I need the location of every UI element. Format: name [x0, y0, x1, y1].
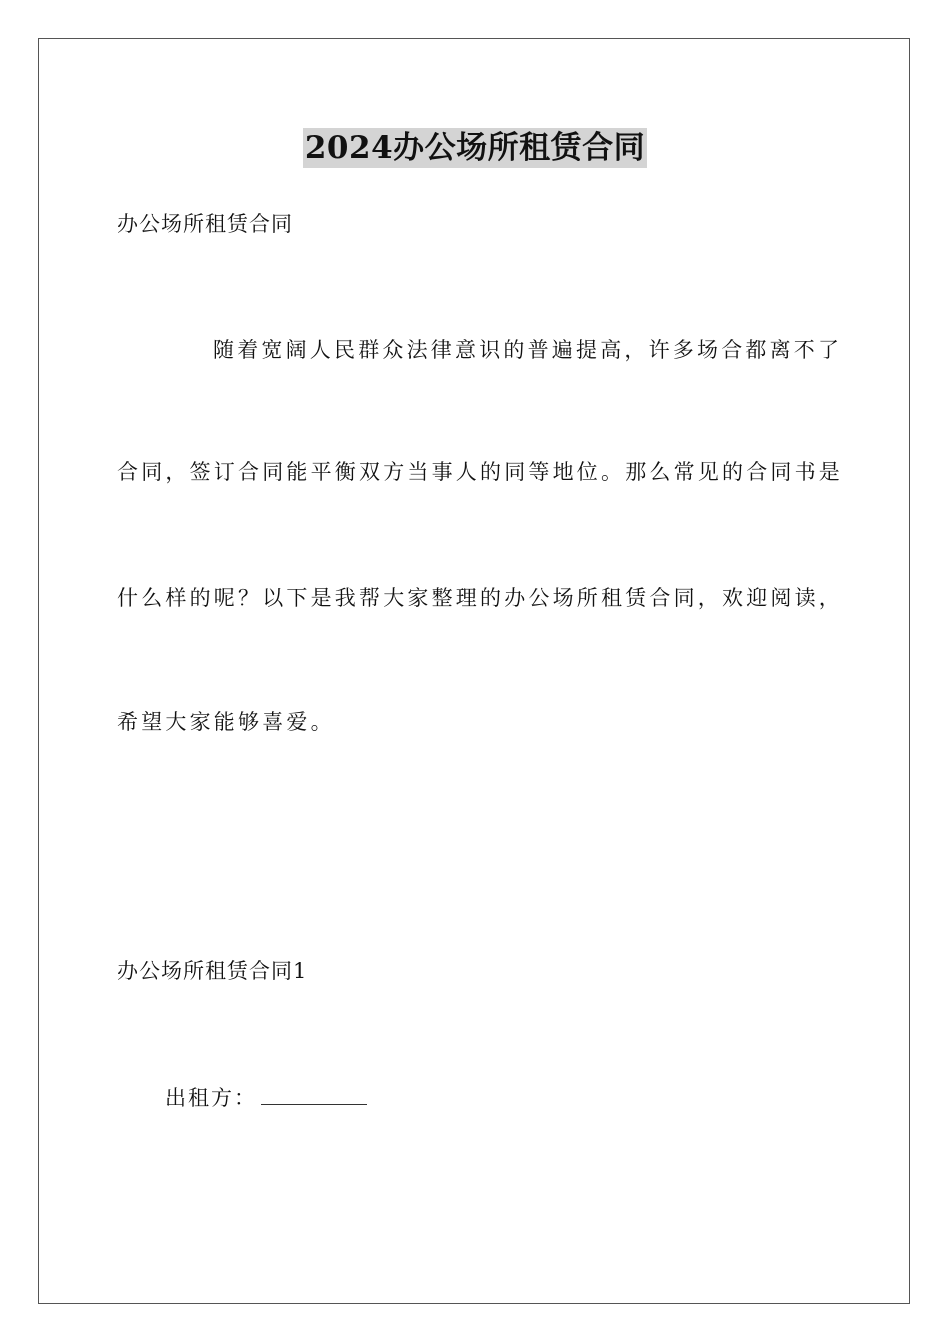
intro-line-1: 随着宽阔人民群众法律意识的普遍提高，许多场合都离不了	[213, 338, 843, 362]
document-title: 2024办公场所租赁合同	[304, 130, 646, 166]
intro-line-4: 希望大家能够喜爱。	[117, 710, 335, 734]
document-subtitle: 办公场所租赁合同	[117, 212, 293, 236]
lessor-field	[165, 1082, 367, 1113]
lessor-label: 出租方：	[165, 1086, 257, 1110]
section-heading: 办公场所租赁合同1	[117, 959, 308, 983]
title-container	[0, 128, 950, 168]
intro-line-3: 什么样的呢？以下是我帮大家整理的办公场所租赁合同，欢迎阅读，	[117, 586, 843, 610]
lessor-blank-line	[261, 1082, 367, 1105]
intro-line-2: 合同，签订合同能平衡双方当事人的同等地位。那么常见的合同书是	[117, 460, 843, 484]
